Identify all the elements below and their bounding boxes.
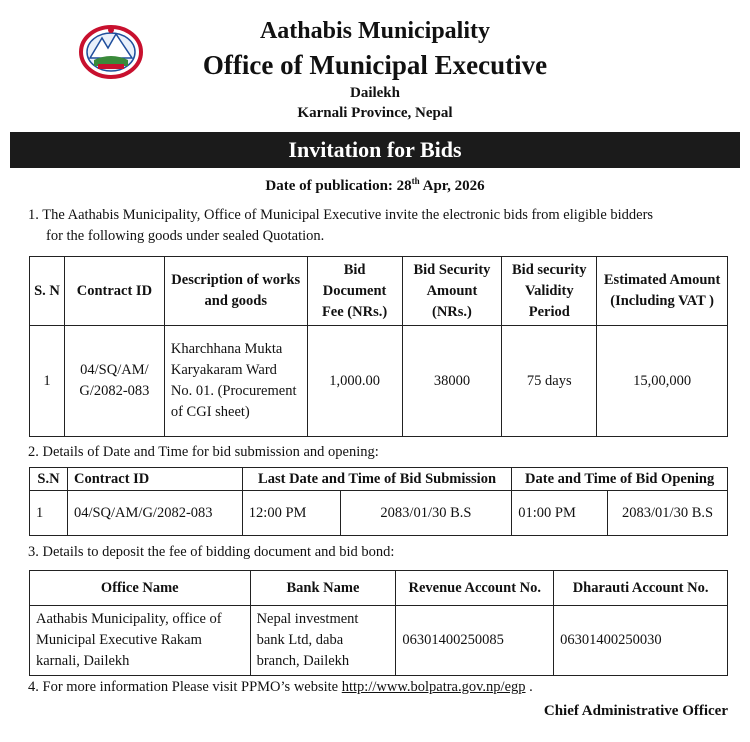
cell-estimate: 15,00,000 bbox=[597, 326, 728, 437]
notice-title-banner: Invitation for Bids bbox=[10, 132, 740, 168]
schedule-heading: 2. Details of Date and Time for bid submission and opening: bbox=[28, 444, 379, 460]
deposit-heading: 3. Details to deposit the fee of bidding document and bid bond: bbox=[28, 544, 395, 560]
col-header-bank: Bank Name bbox=[250, 571, 396, 606]
office-name: Office of Municipal Executive bbox=[202, 50, 548, 80]
cell-submission-time: 12:00 PM bbox=[242, 491, 340, 536]
schedule-header-row bbox=[30, 468, 728, 491]
cell-validity: 75 days bbox=[502, 326, 597, 437]
publication-date bbox=[0, 176, 750, 195]
table-row bbox=[30, 326, 728, 437]
cell-revenue-account: 06301400250085 bbox=[396, 606, 554, 676]
province-name: Karnali Province, Nepal bbox=[297, 105, 453, 121]
cell-opening-date: 2083/01/30 B.S bbox=[608, 491, 728, 536]
intro-paragraph bbox=[28, 205, 733, 247]
col-header-dharauti-account: Dharauti Account No. bbox=[554, 571, 728, 606]
municipality-name: Aathabis Municipality bbox=[259, 18, 491, 44]
cell-document-fee: 1,000.00 bbox=[307, 326, 402, 437]
col-header-contract-id: Contract ID bbox=[64, 257, 164, 326]
more-info-paragraph bbox=[28, 677, 533, 698]
more-info-end: . bbox=[525, 679, 533, 695]
cell-security-amount: 38000 bbox=[402, 326, 502, 437]
contract-table bbox=[29, 256, 728, 437]
col-header-description: Description of works and goods bbox=[164, 257, 307, 326]
more-info-text: 4. For more information Please visit PPMO’s website bbox=[28, 679, 342, 695]
col-header-submission: Last Date and Time of Bid Submission bbox=[242, 468, 511, 491]
table-row bbox=[30, 491, 728, 536]
cell-office: Aathabis Municipality, office of Municipal Executive Rakam karnali, Dailekh bbox=[30, 606, 251, 676]
schedule-table bbox=[29, 467, 728, 536]
cell-contract-id: 04/SQ/AM/ G/2082-083 bbox=[64, 326, 164, 437]
col-header-contract-id: Contract ID bbox=[67, 468, 242, 491]
col-header-opening: Date and Time of Bid Opening bbox=[512, 468, 728, 491]
col-header-validity: Bid security Validity Period bbox=[502, 257, 597, 326]
intro-line-2: for the following goods under sealed Quotation. bbox=[46, 228, 325, 244]
cell-dharauti-account: 06301400250030 bbox=[554, 606, 728, 676]
deposit-header-row bbox=[30, 571, 728, 606]
table-row bbox=[30, 606, 728, 676]
contract-table-header-row bbox=[30, 257, 728, 326]
col-header-estimate: Estimated Amount (Including VAT ) bbox=[597, 257, 728, 326]
deposit-table bbox=[29, 570, 728, 676]
cell-sn: 1 bbox=[30, 491, 68, 536]
publication-date-suffix: th bbox=[411, 176, 420, 186]
cell-description: Kharchhana Mukta Karyakaram Ward No. 01. (Procurement of CGI sheet) bbox=[164, 326, 307, 437]
col-header-sn: S. N bbox=[30, 257, 65, 326]
cell-contract-id: 04/SQ/AM/G/2082-083 bbox=[67, 491, 242, 536]
signature-title: Chief Administrative Officer bbox=[543, 703, 728, 719]
intro-line-1: 1. The Aathabis Municipality, Office of Municipal Executive invite the electronic bids from eligible bidders bbox=[28, 207, 654, 223]
col-header-revenue-account: Revenue Account No. bbox=[396, 571, 554, 606]
col-header-sn: S.N bbox=[30, 468, 68, 491]
district-name: Dailekh bbox=[349, 85, 400, 101]
col-header-security-amount: Bid Security Amount (NRs.) bbox=[402, 257, 502, 326]
cell-sn: 1 bbox=[30, 326, 65, 437]
col-header-document-fee: Bid Document Fee (NRs.) bbox=[307, 257, 402, 326]
publication-date-rest: Apr, 2026 bbox=[419, 178, 485, 194]
cell-opening-time: 01:00 PM bbox=[512, 491, 608, 536]
cell-submission-date: 2083/01/30 B.S bbox=[340, 491, 512, 536]
cell-bank: Nepal investment bank Ltd, daba branch, Dailekh bbox=[250, 606, 396, 676]
publication-date-label: Date of publication: 28 bbox=[265, 178, 412, 194]
col-header-office: Office Name bbox=[30, 571, 251, 606]
ppmo-website-link[interactable]: http://www.bolpatra.gov.np/egp bbox=[341, 679, 526, 695]
